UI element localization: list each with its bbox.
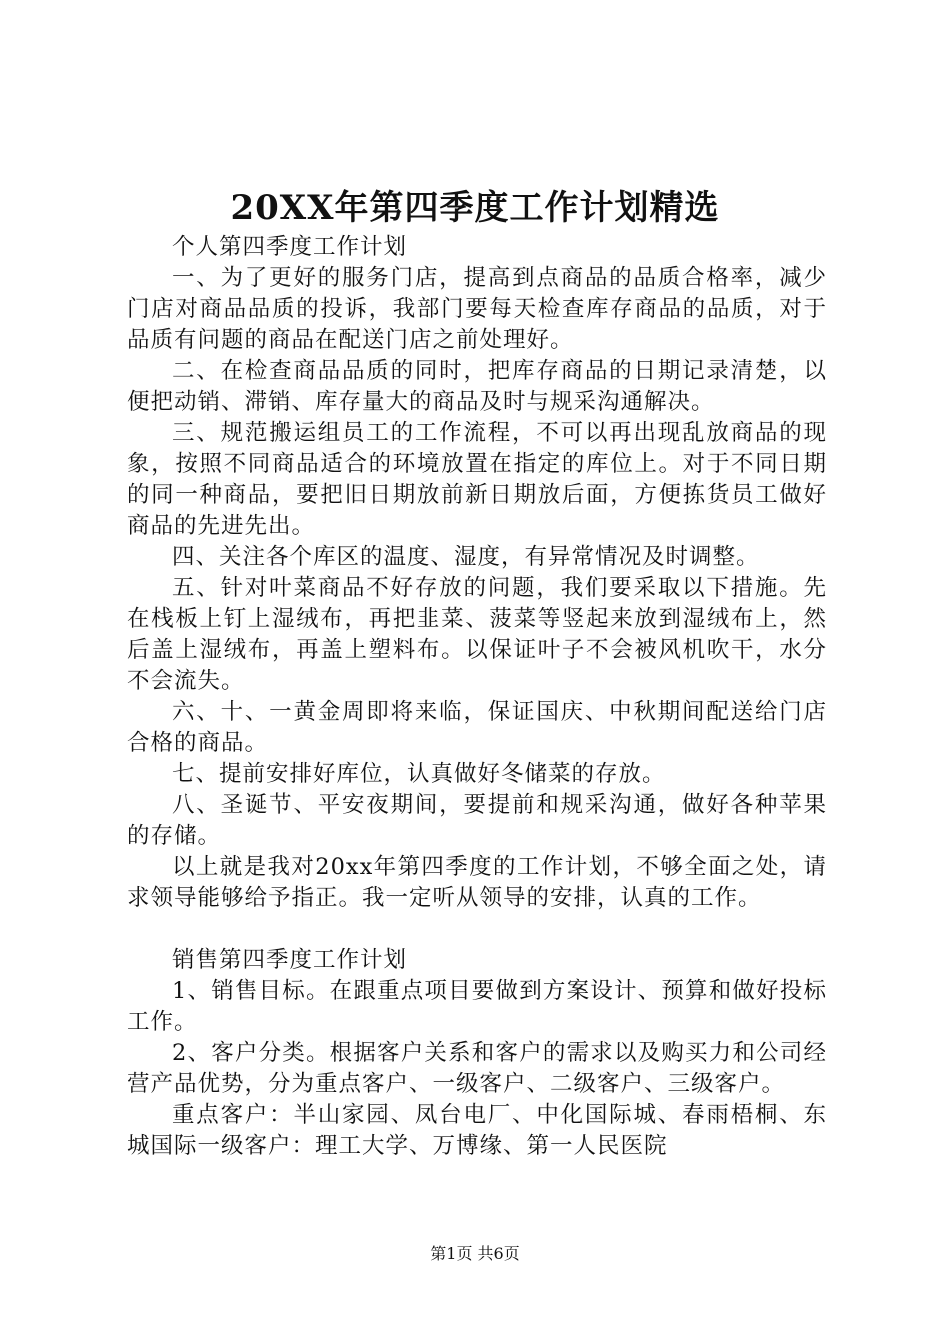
paragraph-conclusion: 以上就是我对20xx年第四季度的工作计划，不够全面之处，请求领导能够给予指正。我一定听从领导的安排，认真的工作。 <box>127 854 827 911</box>
paragraph-sales-1: 1、销售目标。在跟重点项目要做到方案设计、预算和做好投标工作。 <box>127 978 827 1035</box>
document-title: 20XX年第四季度工作计划精选 <box>230 188 720 228</box>
paragraph-sales-2: 2、客户分类。根据客户关系和客户的需求以及购买力和公司经营产品优势，分为重点客户、一级客户、二级客户、三级客户。 <box>127 1040 827 1097</box>
paragraph-item-1: 一、为了更好的服务门店，提高到点商品的品质合格率，减少门店对商品品质的投诉，我部门要每天检查库存商品的品质，对于品质有问题的商品在配送门店之前处理好。 <box>127 265 827 353</box>
paragraph-item-2: 二、在检查商品品质的同时，把库存商品的日期记录清楚，以便把动销、滞销、库存量大的商品及时与规采沟通解决。 <box>127 358 827 415</box>
document-body <box>127 232 827 1162</box>
paragraph-item-3: 三、规范搬运组员工的工作流程，不可以再出现乱放商品的现象，按照不同商品适合的环境放置在指定的库位上。对于不同日期的同一种商品，要把旧日期放前新日期放后面，方便拣货员工做好商品的先进先出。 <box>127 420 827 539</box>
paragraph-key-clients: 重点客户：半山家园、凤台电厂、中化国际城、春雨梧桐、东城国际一级客户：理工大学、万博缘、第一人民医院 <box>127 1102 827 1159</box>
paragraph-item-6: 六、十、一黄金周即将来临，保证国庆、中秋期间配送给门店合格的商品。 <box>127 699 827 756</box>
section-heading-personal: 个人第四季度工作计划 <box>172 234 408 260</box>
paragraph-item-7: 七、提前安排好库位，认真做好冬储菜的存放。 <box>172 761 666 787</box>
section-heading-sales: 销售第四季度工作计划 <box>172 947 408 973</box>
page-footer: 第1页 共6页 <box>430 1244 520 1263</box>
blank-line <box>127 914 827 945</box>
paragraph-item-4: 四、关注各个库区的温度、湿度，有异常情况及时调整。 <box>172 544 760 570</box>
paragraph-item-8: 八、圣诞节、平安夜期间，要提前和规采沟通，做好各种苹果的存储。 <box>127 792 827 849</box>
paragraph-item-5: 五、针对叶菜商品不好存放的问题，我们要采取以下措施。先在栈板上钉上湿绒布，再把韭菜、菠菜等竖起来放到湿绒布上，然后盖上湿绒布，再盖上塑料布。以保证叶子不会被风机吹干，水分不会流失。 <box>127 575 827 694</box>
